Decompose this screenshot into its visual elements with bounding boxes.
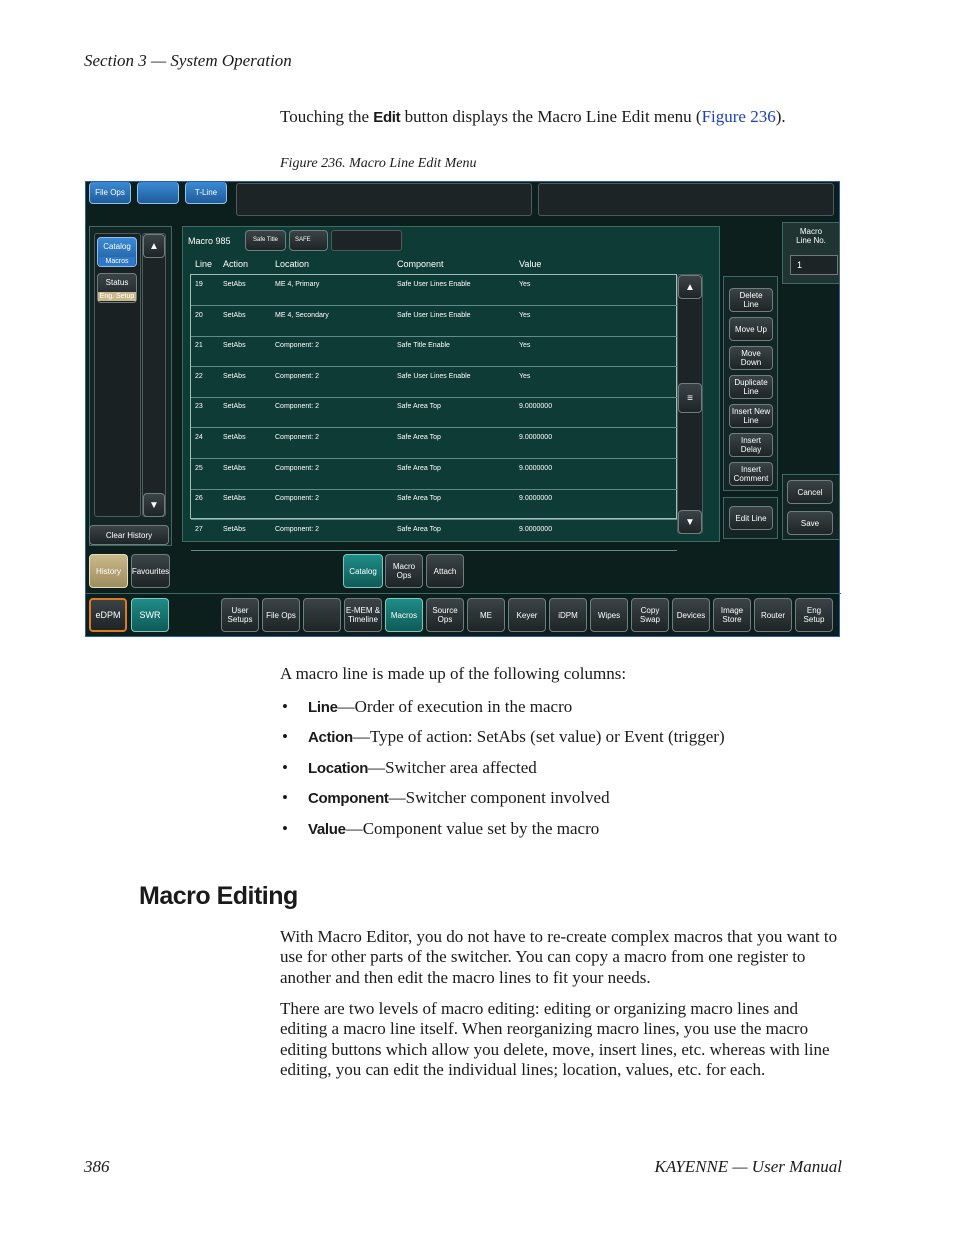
cell-line: 21 <box>195 342 203 350</box>
cell-value: 9.0000000 <box>519 525 553 533</box>
edit-line-button[interactable]: Edit Line <box>729 506 773 530</box>
insert-comment-button[interactable]: Insert Comment <box>729 462 773 486</box>
cell-location: ME 4, Secondary <box>275 311 329 319</box>
intro-middle: button displays the Macro Line Edit menu ( <box>400 107 702 126</box>
nav-e-mem-timeline-button[interactable]: E-MEM & Timeline <box>344 598 382 632</box>
history-button[interactable]: History <box>89 554 128 588</box>
tab-file-ops[interactable]: File Ops <box>89 182 131 204</box>
table-row[interactable] <box>191 306 677 337</box>
scroll-thumb-icon[interactable]: ≡ <box>678 383 702 413</box>
intro-after: ). <box>775 107 786 126</box>
edit-term: Edit <box>373 109 401 126</box>
column-header-location: Location <box>275 259 310 269</box>
cell-line: 19 <box>195 281 203 288</box>
safe-title-button[interactable]: Safe Title <box>245 230 286 251</box>
cell-value: 9.0000000 <box>519 403 553 411</box>
nav-image-store-button[interactable]: Image Store <box>713 598 751 632</box>
status-button[interactable]: Status <box>97 273 137 303</box>
intro-before: Touching the <box>280 107 374 126</box>
cell-component: Safe Title Enable <box>397 342 450 350</box>
cell-component: Safe Area Top <box>397 403 441 411</box>
nav-copy-swap-button[interactable]: Copy Swap <box>631 598 669 632</box>
cell-line: 22 <box>195 372 203 380</box>
paragraph-1: With Macro Editor, you do not have to re-create complex macros that you want to use for other parts of the switcher. You can copy a macro from one register to another and then edit the macro lines to fit your needs. <box>280 927 838 987</box>
cell-value: 9.0000000 <box>519 495 553 503</box>
table-row[interactable] <box>191 459 677 490</box>
cell-value: Yes <box>519 281 531 288</box>
cell-value: 9.0000000 <box>519 464 553 472</box>
nav-source-ops-button[interactable]: Source Ops <box>426 598 464 632</box>
macro-lines-table[interactable] <box>190 274 677 533</box>
nav-user-setups-button[interactable]: User Setups <box>221 598 259 632</box>
cell-location: Component: 2 <box>275 372 319 380</box>
intro-sentence <box>280 107 786 127</box>
columns-intro: A macro line is made up of the following columns: <box>280 664 627 683</box>
running-header: Section 3 — System Operation <box>84 51 292 70</box>
table-scroll-down-icon[interactable]: ▼ <box>678 510 702 534</box>
cell-component: Safe User Lines Enable <box>397 281 471 288</box>
cell-component: Safe Area Top <box>397 525 441 533</box>
table-row[interactable] <box>191 520 677 551</box>
cell-action: SetAbs <box>223 434 246 441</box>
sub-tab-catalog[interactable]: Catalog <box>343 554 383 588</box>
cell-action: SetAbs <box>223 464 246 472</box>
cell-action: SetAbs <box>223 372 246 380</box>
desc-component: —Switcher component involved <box>388 788 610 807</box>
column-header-line: Line <box>195 259 213 269</box>
tab-blank[interactable] <box>137 182 179 204</box>
duplicate-line-button[interactable]: Duplicate Line <box>729 375 773 399</box>
nav-devices-button[interactable]: Devices <box>672 598 710 632</box>
edpm-button[interactable]: eDPM <box>89 598 127 632</box>
cell-component: Safe Area Top <box>397 434 441 441</box>
table-row[interactable] <box>191 275 677 306</box>
table-row[interactable] <box>191 336 677 367</box>
cell-location: Component: 2 <box>275 342 319 350</box>
macro-line-edit-screenshot <box>85 181 840 637</box>
cell-location: Component: 2 <box>275 403 319 411</box>
eng-setup-tag: Eng. Setup <box>99 293 135 300</box>
page-number: 386 <box>84 1157 110 1176</box>
insert-new-line-button[interactable]: Insert New Line <box>729 404 773 428</box>
sub-tab-attach[interactable]: Attach <box>426 554 464 588</box>
term-line: Line <box>308 699 338 716</box>
cancel-button[interactable]: Cancel <box>787 480 833 504</box>
scroll-up-icon[interactable]: ▲ <box>143 234 165 258</box>
running-footer: KAYENNE — User Manual <box>654 1157 842 1176</box>
column-header-value: Value <box>519 259 542 269</box>
nav-blank-button[interactable] <box>303 598 341 632</box>
tab-t-line[interactable]: T-Line <box>185 182 227 204</box>
column-header-action: Action <box>223 259 249 269</box>
nav-macros-button[interactable]: Macros <box>385 598 423 632</box>
move-up-button[interactable]: Move Up <box>729 317 773 341</box>
figure-caption: Figure 236. Macro Line Edit Menu <box>280 156 477 171</box>
save-button[interactable]: Save <box>787 511 833 535</box>
favourites-button[interactable]: Favourites <box>131 554 170 588</box>
left-scrollbar[interactable] <box>142 233 166 517</box>
cell-value: Yes <box>519 372 531 380</box>
desc-value: —Component value set by the macro <box>345 819 600 838</box>
cell-action: SetAbs <box>223 342 246 350</box>
delete-line-button[interactable]: Delete Line <box>729 288 773 312</box>
cell-component: Safe User Lines Enable <box>397 372 471 380</box>
table-scroll-up-icon[interactable]: ▲ <box>678 275 702 299</box>
term-action: Action <box>308 729 353 746</box>
nav-router-button[interactable]: Router <box>754 598 792 632</box>
desc-location: —Switcher area affected <box>368 758 537 777</box>
section-heading: Macro Editing <box>139 882 298 910</box>
cell-value: Yes <box>519 311 531 319</box>
cell-line: 26 <box>195 495 203 503</box>
clear-history-button[interactable]: Clear History <box>89 525 169 545</box>
table-row[interactable] <box>191 428 677 459</box>
scroll-down-icon[interactable]: ▼ <box>143 493 165 517</box>
nav-idpm-button[interactable]: iDPM <box>549 598 587 632</box>
cell-location: Component: 2 <box>275 464 319 472</box>
cell-location: ME 4, Primary <box>275 281 320 288</box>
cell-value: Yes <box>519 342 531 350</box>
desc-action: —Type of action: SetAbs (set value) or Event (trigger) <box>352 727 725 746</box>
cell-component: Safe Area Top <box>397 495 441 503</box>
nav-wipes-button[interactable]: Wipes <box>590 598 628 632</box>
term-location: Location <box>308 760 369 777</box>
cell-action: SetAbs <box>223 281 246 288</box>
macro-line-no-field[interactable]: 1 <box>790 255 838 275</box>
cell-value: 9.0000000 <box>519 434 553 441</box>
term-component: Component <box>308 790 389 807</box>
column-header-component: Component <box>397 259 444 269</box>
cell-line: 24 <box>195 434 203 441</box>
swr-button[interactable]: SWR <box>131 598 169 632</box>
nav-eng-setup-button[interactable]: Eng Setup <box>795 598 833 632</box>
cell-line: 25 <box>195 464 203 472</box>
macro-title: Macro 985 <box>188 236 231 246</box>
cell-line: 27 <box>195 525 203 533</box>
insert-delay-button[interactable]: Insert Delay <box>729 433 773 457</box>
desc-line: —Order of execution in the macro <box>337 697 573 716</box>
macro-name-field[interactable] <box>331 230 402 251</box>
cell-action: SetAbs <box>223 525 246 533</box>
safe-button[interactable]: SAFE <box>289 230 328 251</box>
nav-file-ops-button[interactable]: File Ops <box>262 598 300 632</box>
table-row[interactable] <box>191 489 677 520</box>
term-value: Value <box>308 821 346 838</box>
nav-keyer-button[interactable]: Keyer <box>508 598 546 632</box>
cell-action: SetAbs <box>223 495 246 503</box>
cell-location: Component: 2 <box>275 495 319 503</box>
top-empty-field-1 <box>236 183 532 216</box>
divider <box>86 593 841 594</box>
cell-component: Safe User Lines Enable <box>397 311 471 319</box>
cell-location: Component: 2 <box>275 525 319 533</box>
macros-tag: Macros <box>99 257 135 266</box>
cell-line: 23 <box>195 403 203 411</box>
top-empty-field-2 <box>538 183 834 216</box>
cell-action: SetAbs <box>223 403 246 411</box>
paragraph-2: There are two levels of macro editing: editing or organizing macro lines and editing a macro line itself. When reorganizing macro lines, you use the macro editing buttons which allow you delete, move, insert lines, etc. whereas with line editing, you can edit the individual lines; location, values, etc. for each. <box>280 999 830 1080</box>
cell-action: SetAbs <box>223 311 246 319</box>
sub-tab-macro-ops[interactable]: Macro Ops <box>385 554 423 588</box>
cell-line: 20 <box>195 311 203 319</box>
catalog-button[interactable]: Catalog <box>97 237 137 267</box>
figure-link[interactable]: Figure 236 <box>701 107 776 126</box>
macro-line-no-label: Macro Line No. <box>796 227 826 245</box>
table-row[interactable] <box>191 367 677 398</box>
cell-component: Safe Area Top <box>397 464 441 472</box>
cell-location: Component: 2 <box>275 434 319 441</box>
nav-me-button[interactable]: ME <box>467 598 505 632</box>
table-row[interactable] <box>191 397 677 428</box>
move-down-button[interactable]: Move Down <box>729 346 773 370</box>
